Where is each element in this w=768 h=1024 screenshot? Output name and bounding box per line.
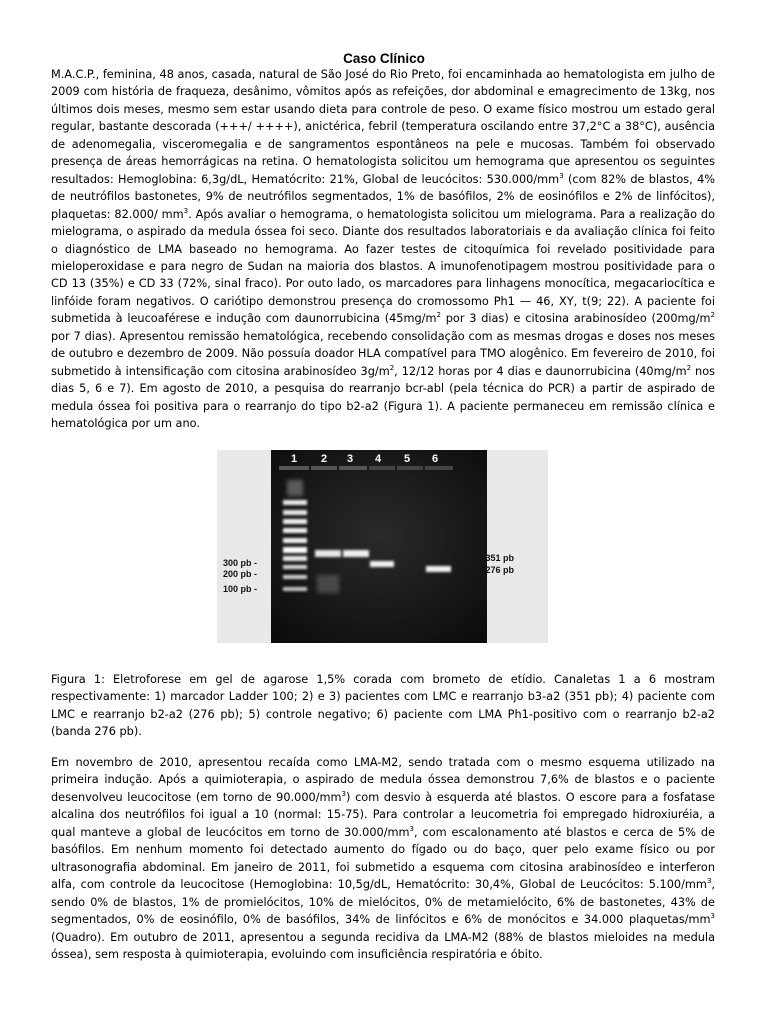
case-paragraph-1: M.A.C.P., feminina, 48 anos, casada, natural de São José do Rio Preto, foi encaminhada ao hematologista em julho de 2009 com história de fraqueza, desânimo, vômitos após as refeições, dor abdominal e emagrecimento de 13kg, nos últimos dois meses, mesmo sem estar usando dieta para controle de peso. O exame físico mostrou um estado geral regular, bastante descorada (+++/ ++++), anictérica, febril (temperatura oscilando entre 37,2°C a 38°C), ausência de adenomegalia, visceromegalia e de sangramentos espontâneos na pele e mucosas. Também foi observado presença de áreas hemorrágicas na retina. O hematologista solicitou um hemograma que apresentou os seguintes resultados: Hemoglobina: 6,3g/dL, Hematócrito: 21%, Global de leucócitos: $530.000/mm^3$ (com 82% de blastos, 4% de neutrófilos bastonetes, 9% de neutrófilos segmentados, 1% de basófilos, 2% de eosinófilos e 2% de linfócitos), plaquetas: 82.000/ $mm^3$. Após avaliar o hemograma, o hematologista solicitou um mielograma. Para a realização do mielograma, o aspirado da medula óssea foi seco. Diante dos resultados laboratoriais e da avaliação clínica foi feito o diagnóstico de LMA baseado no hemograma. Ao fazer testes de citoquímica foi revelado positividade para mieloperoxidase e para negro de Sudan na maioria dos blastos. A imunofenotipagem mostrou positividade para o CD 13 (35%) e CD 33 (72%, sinal fraco). Por outo lado, os marcadores para linhagens monocítica, megacariocítica e linfóide foram negativos. O cariótipo demonstrou presença do cromossomo Ph1 — 46, XY, t(9; 22). A paciente foi submetida à leucoaférese e indução com daunorrubicina ($45mg/m^2$ por 3 dias) e citosina arabinosídeo ($200mg/m^2$ por 7 dias). Apresentou remissão hematológica, recebendo consolidação com as mesmas drogas e doses nos meses de outubro e dezembro de 2009. Não possuía doador HLA compatível para TMO alogênico. Em fevereiro de 2010, foi submetido à intensificação com citosina arabinosídeo $3g/m^2$, 12/12 horas por 4 dias e daunorrubicina ($40mg/m^2$ nos dias 5, 6 e 7). Em agosto de 2010, a pesquisa do rearranjo bcr-abl (pela técnica do PCR) a partir de aspirado de medula óssea foi positiva para o rearranjo do tipo b2-a2 (Figura 1). A paciente permaneceu em remissão clínica e hematológica por um ano. <box>51 68 715 431</box>
lane-4-band-276 <box>370 561 394 567</box>
superscript: 3 <box>183 206 189 215</box>
superscript: 3 <box>409 825 414 834</box>
size-label-351: - 351 pb <box>480 553 515 563</box>
superscript: 3 <box>341 790 346 799</box>
lane-number: 3 <box>347 453 354 465</box>
size-label-276: - 276 pb <box>480 565 515 575</box>
superscript: 2 <box>389 363 395 372</box>
superscript: 2 <box>710 311 715 320</box>
gel-image <box>217 450 548 643</box>
superscript: 2 <box>686 363 692 372</box>
lane-number: 6 <box>432 453 439 465</box>
size-label-200: 200 pb - <box>223 569 258 579</box>
gel-wells <box>279 466 453 470</box>
superscript: 3 <box>559 171 564 180</box>
page-title: Caso Clínico <box>343 51 425 66</box>
size-label-100: 100 pb - <box>223 584 258 594</box>
lane-2-smear <box>317 575 339 593</box>
gel-background <box>271 450 487 643</box>
gel-electrophoresis-figure <box>217 450 548 643</box>
superscript: 3 <box>710 912 715 921</box>
lane-number: 1 <box>291 453 298 465</box>
lane-6-band-276 <box>426 566 451 572</box>
size-label-300: 300 pb - <box>223 558 258 568</box>
left-size-labels <box>223 558 257 594</box>
case-paragraph-2: Em novembro de 2010, apresentou recaída como LMA-M2, sendo tratada com o mesmo esquema utilizado na primeira indução. Após a quimioterapia, o aspirado de medula óssea demonstrou 7,6% de blastos e o paciente desenvolveu leucocitose (em torno de $90.000/mm^3$) com desvio à esquerda até blastos. O escore para a fosfatase alcalina dos neutrófilos foi igual a 10 (normal: 15-75). Para controlar a leucometria foi empregado hidroxiuréia, a qual manteve a global de leucócitos em torno de $30.000/mm^3$, com escalonamento até blastos e cerca de 5% de basófilos. Em nenhum momento foi detectado aumento do fígado ou do baço, quer pelo exame físico ou por ultrasonografia abdominal. Em janeiro de 2011, foi submetido a esquema com citosina arabinosídeo e interferon alfa, com controle da leucocitose (Hemoglobina: 10,5g/dL, Hematócrito: 30,4%, Global de Leucócitos: $5.100/mm^3$, sendo 0% de blastos, 1% de promielócitos, 10% de mielócitos, 0% de metamielócito, 6% de bastonetes, 43% de segmentados, 0% de eosinófilo, 0% de basófilos, 34% de linfócitos e 6% de monócitos e 34.000 plaquetas/$mm^3$ (Quadro). Em outubro de 2011, apresentou a segunda recidiva da LMA-M2 (88% de blastos mieloides na medula óssea), sem resposta à quimioterapia, evoluindo com insuficiência respiratória e óbito. <box>51 756 716 961</box>
lane-number: 5 <box>404 453 411 465</box>
figure-caption: Figura 1: Eletroforese em gel de agarose 1,5% corada com brometo de etídio. Canaletas 1 a 6 mostram respectivamente: 1) marcador Ladder 100; 2) e 3) pacientes com LMC e rearranjo b3-a2 (351 pb); 4) paciente com LMC e rearranjo b2-a2 (276 pb); 5) controle negativo; 6) paciente com LMA Ph1-positivo com o rearranjo b2-a2 (banda 276 pb). <box>51 673 715 738</box>
superscript: 3 <box>706 877 712 886</box>
lane-2-band-351 <box>315 550 341 557</box>
lane-3-band-351 <box>343 550 369 557</box>
lane-number: 2 <box>321 453 328 465</box>
superscript: 2 <box>436 311 441 320</box>
lane-number: 4 <box>375 453 382 465</box>
